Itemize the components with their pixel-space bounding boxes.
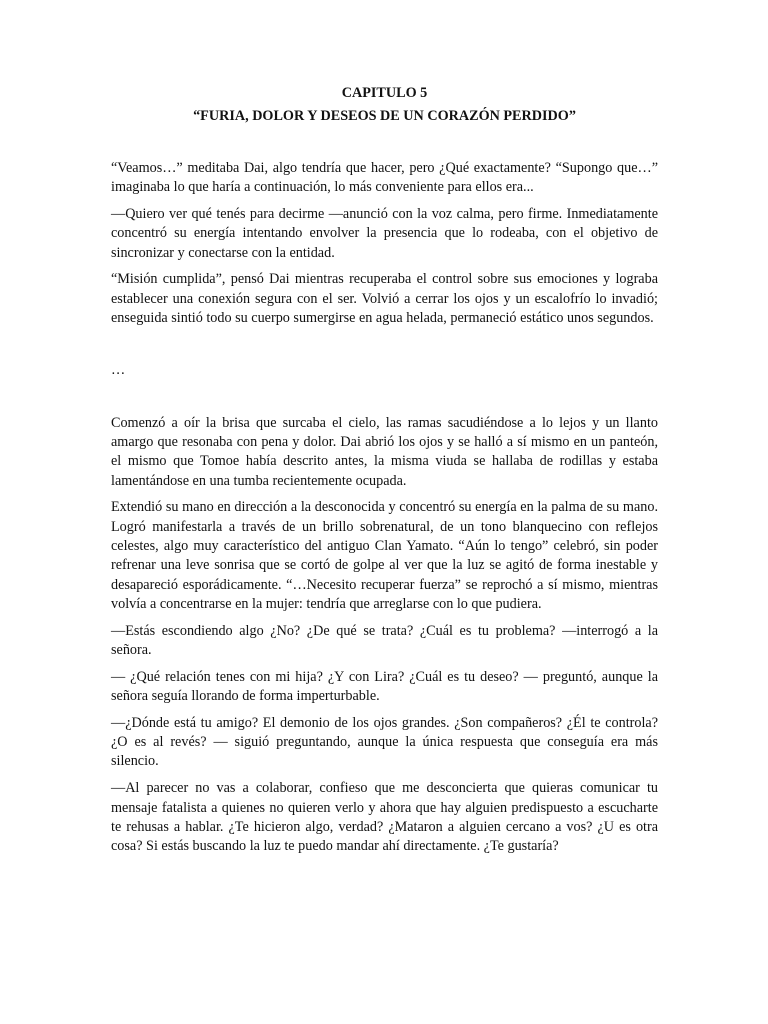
paragraph: —¿Dónde está tu amigo? El demonio de los ojos grandes. ¿Son compañeros? ¿Él te controla? ¿O es al revés? — siguió preguntando, aunque la única respuesta que conseguía era más silencio. bbox=[111, 714, 658, 770]
document-page bbox=[111, 84, 658, 864]
paragraph: “Veamos…” meditaba Dai, algo tendría que hacer, pero ¿Qué exactamente? “Supongo que…” imaginaba lo que haría a continuación, lo más conveniente para ellos era... bbox=[111, 160, 658, 196]
paragraph: “Misión cumplida”, pensó Dai mientras recuperaba el control sobre sus emociones y lograba establecer una conexión segura con el ser. Volvió a cerrar los ojos y un escalofrío lo invadió; enseguida sintió todo su cuerpo sumergirse en agua helada, permaneció estático unos segundos. bbox=[111, 271, 658, 327]
paragraph: —Quiero ver qué tenés para decirme —anunció con la voz calma, pero firme. Inmediatamente concentró su energía intentando envolver la presencia que lo rodeaba, con el objetivo de sincronizar y conectarse con la entidad. bbox=[111, 206, 658, 261]
chapter-heading: CAPITULO 5 bbox=[341, 85, 428, 101]
paragraph: —Al parecer no vas a colaborar, confieso que me desconcierta que quieras comunicar tu mensaje fatalista a quienes no quieren verlo y ahora que hay alguien predispuesto a escucharte te rehusas a hablar. ¿Te hicieron algo, verdad? ¿Mataron a alguien cercano a vos? ¿U es otra cosa? Si estás buscando la luz te puedo mandar ahí directamente. ¿Te gustaría? bbox=[111, 780, 658, 855]
chapter-title: “FURIA, DOLOR Y DESEOS DE UN CORAZÓN PERDIDO” bbox=[193, 108, 576, 124]
paragraph: —Estás escondiendo algo ¿No? ¿De qué se trata? ¿Cuál es tu problema? —interrogó a la señora. bbox=[111, 622, 658, 658]
paragraph: — ¿Qué relación tenes con mi hija? ¿Y con Lira? ¿Cuál es tu deseo? — preguntó, aunque la señora seguía llorando de forma imperturbable. bbox=[111, 668, 658, 705]
paragraph: Extendió su mano en dirección a la desconocida y concentró su energía en la palma de su mano. Logró manifestarla a través de un brillo sobrenatural, de un tono blanquecino con reflejos celestes, algo muy característico del antiguo Clan Yamato. “Aún lo tengo” celebró, sin poder refrenar una leve sonrisa que se cortó de golpe al ver que la luz se agitó de forma inestable y desapareció esporádicamente. “…Necesito recuperar fuerza” se reprochó a sí mismo, mientras volvía a concentrarse en la mujer: tendría que arreglarse con lo que pudiera. bbox=[111, 499, 658, 612]
paragraph: Comenzó a oír la brisa que surcaba el cielo, las ramas sacudiéndose a lo lejos y un llanto amargo que resonaba con pena y dolor. Dai abrió los ojos y se halló a sí mismo en un panteón, el mismo que Tomoe había descrito antes, la misma viuda se hallaba de rodillas y estaba lamentándose en una tumba recientemente ocupada. bbox=[111, 414, 658, 489]
scene-separator: … bbox=[111, 362, 126, 379]
